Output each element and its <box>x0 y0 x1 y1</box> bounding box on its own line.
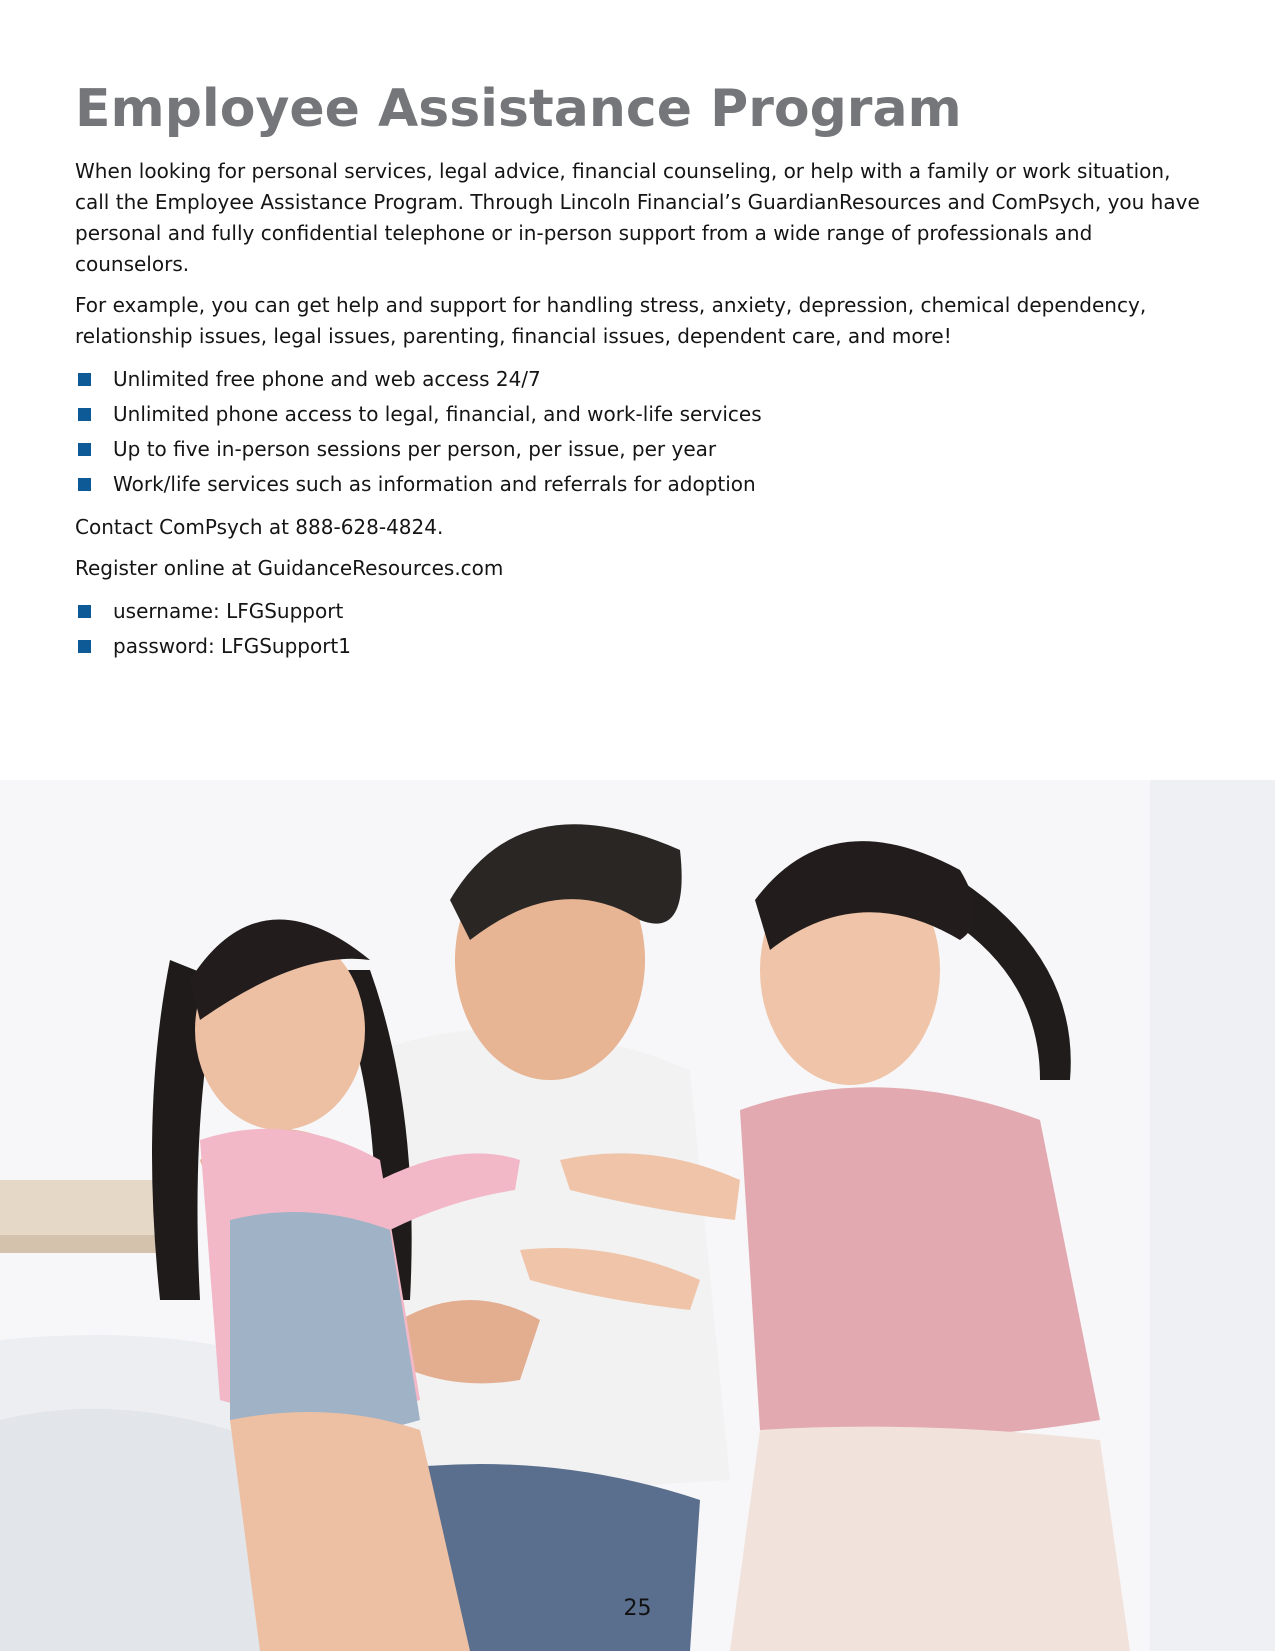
contact-text: Contact ComPsych at 888-628-4824. <box>75 515 444 539</box>
benefits-list <box>75 362 1205 502</box>
password-text: password: LFGSupport1 <box>113 634 351 658</box>
list-item-text: Unlimited free phone and web access 24/7 <box>113 367 541 391</box>
page-title: Employee Assistance Program <box>75 79 962 139</box>
list-item-text: Up to five in-person sessions per person, per issue, per year <box>113 437 717 461</box>
list-item <box>75 629 1205 664</box>
list-item-text: Work/life services such as information and referrals for adoption <box>113 472 756 496</box>
square-bullet-icon <box>78 408 91 421</box>
list-item <box>75 397 1205 432</box>
square-bullet-icon <box>78 373 91 386</box>
list-item <box>75 594 1205 629</box>
family-photo <box>0 780 1275 1651</box>
list-item <box>75 467 1205 502</box>
square-bullet-icon <box>78 605 91 618</box>
examples-paragraph: For example, you can get help and support for handling stress, anxiety, depression, chemical dependency, relationship issues, legal issues, parenting, financial issues, dependent care, and more! <box>75 293 1147 348</box>
list-item <box>75 432 1205 467</box>
family-photo-illustration <box>0 780 1275 1651</box>
register-text: Register online at GuidanceResources.com <box>75 556 504 580</box>
credentials-list <box>75 594 1205 664</box>
square-bullet-icon <box>78 640 91 653</box>
square-bullet-icon <box>78 478 91 491</box>
username-text: username: LFGSupport <box>113 599 344 623</box>
page-number: 25 <box>623 1596 652 1621</box>
page-content <box>75 76 1205 674</box>
list-item <box>75 362 1205 397</box>
square-bullet-icon <box>78 443 91 456</box>
intro-paragraph: When looking for personal services, legal advice, financial counseling, or help with a family or work situation, call the Employee Assistance Program. Through Lincoln Financial’s GuardianResources and ComPsych, you have personal and fully confidential telephone or in-person support from a wide range of professionals and counselors. <box>75 159 1200 276</box>
list-item-text: Unlimited phone access to legal, financial, and work-life services <box>113 402 762 426</box>
